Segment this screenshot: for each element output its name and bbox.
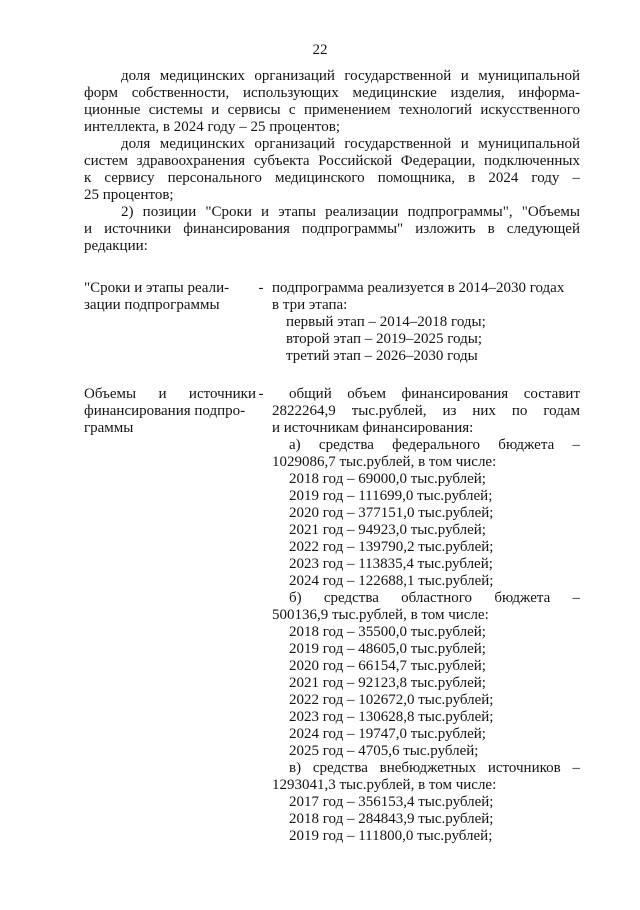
paragraph-positions <box>84 204 580 255</box>
year-amount: 2021 год – 94923,0 тыс.рублей; <box>289 522 486 538</box>
text-line: доля медицинских организаций государственной и муниципальной <box>121 68 580 84</box>
regional-budget-heading: б) средства областного бюджета – <box>289 590 580 606</box>
intro-text <box>84 68 580 255</box>
stage-line: первый этап – 2014–2018 годы; <box>286 314 486 330</box>
federal-budget-heading: а) средства федерального бюджета – <box>289 437 580 453</box>
text-line: форм собственности, использующих медицинские изделия, информа- <box>84 85 580 101</box>
label-line: Объемы и источники <box>84 386 256 402</box>
year-amount: 2018 год – 35500,0 тыс.рублей; <box>289 624 486 640</box>
row-label <box>84 280 256 314</box>
value-line: подпрограмма реализуется в 2014–2030 годах <box>272 280 565 296</box>
year-amount: 2023 год – 130628,8 тыс.рублей; <box>289 709 494 725</box>
value-line: и источникам финансирования: <box>272 420 474 436</box>
row-value <box>272 386 580 845</box>
text-line: 2) позиции "Сроки и этапы реализации подпрограммы", "Объемы <box>121 204 580 220</box>
text-line: 25 процентов; <box>84 187 174 203</box>
year-amount: 2022 год – 139790,2 тыс.рублей; <box>289 539 494 555</box>
year-amount: 2018 год – 69000,0 тыс.рублей; <box>289 471 486 487</box>
year-amount: 2019 год – 111699,0 тыс.рублей; <box>289 488 493 504</box>
label-line: зации подпрограммы <box>84 297 220 313</box>
table-row <box>84 280 580 365</box>
row-dash: - <box>258 280 264 296</box>
year-amount: 2025 год – 4705,6 тыс.рублей; <box>289 743 479 759</box>
label-line: граммы <box>84 420 134 436</box>
text-line: редакции: <box>84 238 148 254</box>
table-row <box>84 386 580 845</box>
text-line: систем здравоохранения субъекта Российской Федерации, подключенных <box>84 153 580 169</box>
year-amount: 2019 год – 48605,0 тыс.рублей; <box>289 641 486 657</box>
year-amount: 2024 год – 19747,0 тыс.рублей; <box>289 726 486 742</box>
stage-line: второй этап – 2019–2025 годы; <box>286 331 482 347</box>
paragraph-ai-devices <box>84 68 580 136</box>
year-amount: 2021 год – 92123,8 тыс.рублей; <box>289 675 486 691</box>
value-line: общий объем финансирования составит <box>289 386 580 402</box>
text-line: к сервису персонального медицинского помощника, в 2024 году – <box>84 170 580 186</box>
regional-budget-total: 500136,9 тыс.рублей, в том числе: <box>272 607 489 623</box>
year-amount: 2020 год – 377151,0 тыс.рублей; <box>289 505 494 521</box>
text-line: доля медицинских организаций государственной и муниципальной <box>121 136 580 152</box>
row-value <box>272 280 580 365</box>
extrabudgetary-heading: в) средства внебюджетных источников – <box>289 760 580 776</box>
label-line: финансирования подпро- <box>84 403 246 419</box>
row-dash: - <box>258 386 264 402</box>
year-amount: 2018 год – 284843,9 тыс.рублей; <box>289 811 494 827</box>
value-line: 2822264,9 тыс.рублей, из них по годам <box>272 403 580 419</box>
stage-line: третий этап – 2026–2030 годы <box>286 348 478 364</box>
text-line: и источники финансирования подпрограммы" изложить в следующей <box>84 221 580 237</box>
passport-row-funding <box>84 386 580 845</box>
text-line: интеллекта, в 2024 году – 25 процентов; <box>84 119 341 135</box>
year-amount: 2020 год – 66154,7 тыс.рублей; <box>289 658 486 674</box>
page-number: 22 <box>312 42 328 58</box>
year-amount: 2017 год – 356153,4 тыс.рублей; <box>289 794 494 810</box>
paragraph-personal-assistant <box>84 136 580 204</box>
year-amount: 2024 год – 122688,1 тыс.рублей; <box>289 573 494 589</box>
year-amount: 2022 год – 102672,0 тыс.рублей; <box>289 692 494 708</box>
extrabudgetary-total: 1293041,3 тыс.рублей, в том числе: <box>272 777 497 793</box>
value-line: в три этапа: <box>272 297 348 313</box>
text-line: ционные системы и сервисы с применением технологий искусственного <box>84 102 580 118</box>
year-amount: 2023 год – 113835,4 тыс.рублей; <box>289 556 493 572</box>
passport-row-terms <box>84 280 580 365</box>
row-label <box>84 386 256 437</box>
year-amount: 2019 год – 111800,0 тыс.рублей; <box>289 828 493 844</box>
federal-budget-total: 1029086,7 тыс.рублей, в том числе: <box>272 454 497 470</box>
label-line: "Сроки и этапы реали- <box>84 280 230 296</box>
